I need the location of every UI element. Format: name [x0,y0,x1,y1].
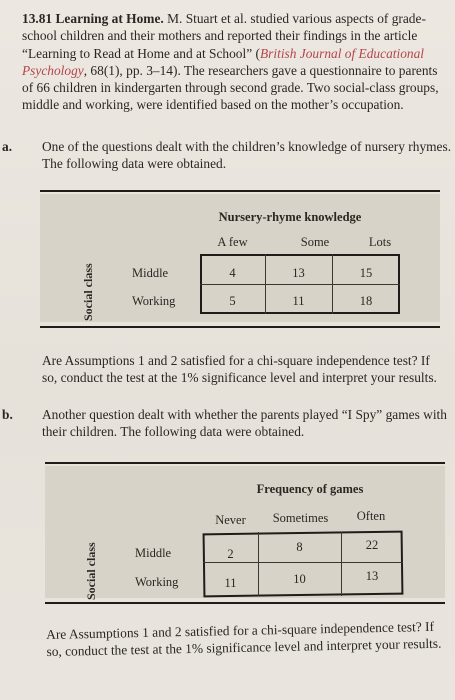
problem-title: Learning at Home. [55,11,164,26]
table-a [40,190,440,330]
intro-text-1: M. Stuart et al. studied various aspects of grade-school children and their mothers and reported their findings in the article “Learning to Read at Home and at School” ( [22,11,426,61]
table-b-cell: 22 [365,538,379,552]
part-b-question: Are Assumptions 1 and 2 satisfied for a chi-square independence test? If so, conduct the test at the 1% significance level and interpret your results. [46,618,442,660]
table-a-row-label: Middle [132,266,169,280]
table-a-row-group-label: Social class [81,263,95,321]
table-b-title: Frequency of games [256,482,364,496]
table-b-row-label: Middle [135,546,172,560]
table-b-row-label: Working [135,575,179,589]
table-a-cell: 11 [292,294,305,308]
part-a-prompt [2,138,455,173]
part-b-letter: b. [2,407,13,422]
table-a-col-header: Some [300,235,330,249]
part-b-prompt [2,406,455,441]
table-a-row-label: Working [132,294,176,308]
intro-text-2: , 68(1), pp. 3–14). The researchers gave a questionnaire to parents of 66 children in kindergarten through second grade. Two social-class groups, middle and working, were identified based on the mother’s occupation. [22,62,439,113]
table-a-cell: 5 [229,294,236,308]
journal-name: British Journal of Educational Psychology [22,45,425,78]
table-a-cell: 13 [292,266,305,280]
table-b-col-header: Sometimes [272,511,329,525]
part-b-text: Another question dealt with whether the parents played “I Spy” games with their children. The following data were obtained. [42,407,447,440]
table-b-col-header: Never [215,513,246,527]
table-a-cell: 18 [359,294,373,308]
table-a-col-header: Lots [368,235,392,249]
table-a-col-header: A few [217,235,248,249]
table-b-cell: 2 [227,547,234,561]
table-b-row-group-label: Social class [84,542,98,600]
table-b-col-header: Often [356,509,386,523]
part-a-letter: a. [2,139,13,154]
table-b-cell: 11 [224,576,237,590]
table-b [45,462,445,607]
part-a-question: Are Assumptions 1 and 2 satisfied for a chi-square independence test? If so, conduct the test at the 1% significance level and interpret your results. [42,353,437,386]
table-b-cell: 13 [365,569,379,583]
table-a-cell: 15 [359,266,373,280]
part-a-text: One of the questions dealt with the children’s knowledge of nursery rhymes. The following data were obtained. [42,139,452,172]
problem-number: 13.81 [22,11,53,26]
table-b-cell: 8 [296,540,303,554]
table-a-title: Nursery-rhyme knowledge [218,210,362,224]
problem-intro [22,10,440,114]
table-b-cell: 10 [293,572,306,586]
table-a-cell: 4 [229,266,236,280]
